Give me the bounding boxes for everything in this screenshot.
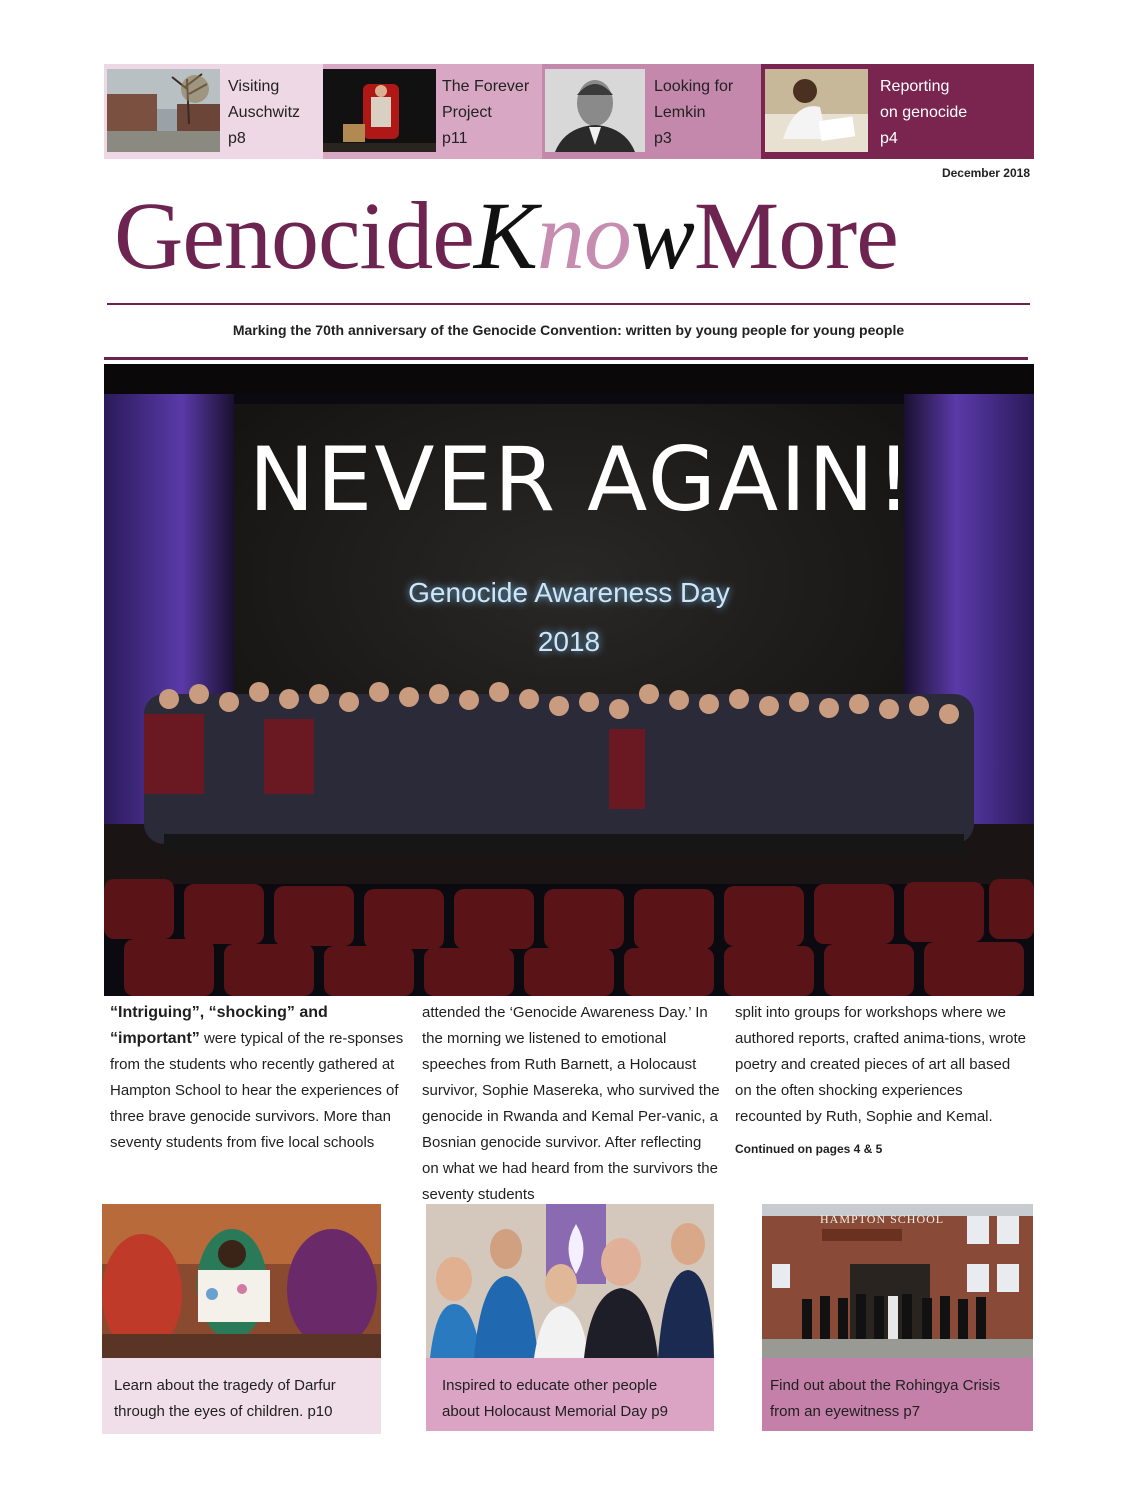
article-column-2	[422, 1000, 722, 1208]
masthead-title: GenocideKnowMore	[114, 182, 898, 289]
teaser-reporting[interactable]	[761, 64, 1034, 159]
article-column-1	[110, 1000, 406, 1156]
article-text: split into groups for workshops where we authored reports, crafted anima-tions, wrote poetry and created pieces of art all based on the often shocking experiences recounted by Ruth, Sophie and Kemal.	[735, 1004, 1026, 1125]
teaser-text: Visiting Auschwitz p8	[228, 78, 301, 147]
hmd-photo	[426, 1204, 714, 1358]
lemkin-portrait	[545, 69, 645, 152]
continued-note[interactable]: Continued on pages 4 & 5	[735, 1142, 883, 1156]
school-sign: HAMPTON SCHOOL	[820, 1212, 945, 1226]
promo-darfur[interactable]	[102, 1204, 381, 1434]
divider	[104, 357, 1028, 360]
teaser-bar	[104, 64, 1034, 159]
teaser-lemkin[interactable]	[542, 64, 761, 159]
promo-caption: Inspired to educate other people about Holocaust Memorial Day p9	[426, 1358, 714, 1431]
promo-caption: Learn about the tragedy of Darfur through the eyes of children. p10	[102, 1358, 381, 1434]
divider	[107, 303, 1030, 305]
reporting-photo	[765, 69, 868, 152]
hero-headline: NEVER AGAIN!	[248, 428, 914, 531]
teaser-text: Reporting on genocide p4	[880, 78, 968, 147]
hero-photo	[104, 364, 1034, 996]
article-text: were typical of the re-sponses from the students who recently gathered at Hampton School to hear the experiences of three brave genocide survivors. More than seventy students from five local schools	[110, 1030, 404, 1151]
article-text: attended the ‘Genocide Awareness Day.’ In the morning we listened to emotional speeches from Ruth Barnett, a Holocaust survivor, Sophie Masereka, who survived the genocide in Rwanda and Kemal Per-vanic, a Bosnian genocide survivor. After reflecting on what we had heard from the survivors the seventy students	[422, 1004, 720, 1203]
teaser-forever-project[interactable]	[323, 64, 542, 159]
darfur-photo	[102, 1204, 381, 1358]
hampton-school-photo	[762, 1204, 1033, 1358]
auschwitz-photo	[107, 69, 220, 152]
teaser-auschwitz[interactable]	[104, 64, 323, 159]
article-column-3	[735, 1000, 1031, 1162]
article-lead: “Intriguing”, “shocking” and “important”	[110, 1004, 328, 1047]
tagline: Marking the 70th anniversary of the Genocide Convention: written by young people for young people	[232, 322, 905, 338]
promo-rohingya[interactable]	[762, 1204, 1033, 1431]
screen-text-title: Genocide Awareness Day	[408, 577, 730, 608]
teaser-text: The Forever Project p11	[442, 78, 530, 147]
promo-caption: Find out about the Rohingya Crisis from an eyewitness p7	[762, 1358, 1033, 1431]
promo-holocaust-memorial-day[interactable]	[426, 1204, 714, 1431]
screen-text-year: 2018	[537, 626, 601, 657]
forever-project-photo	[323, 69, 436, 152]
teaser-text: Looking for Lemkin p3	[654, 78, 734, 147]
issue-date: December 2018	[941, 166, 1030, 180]
